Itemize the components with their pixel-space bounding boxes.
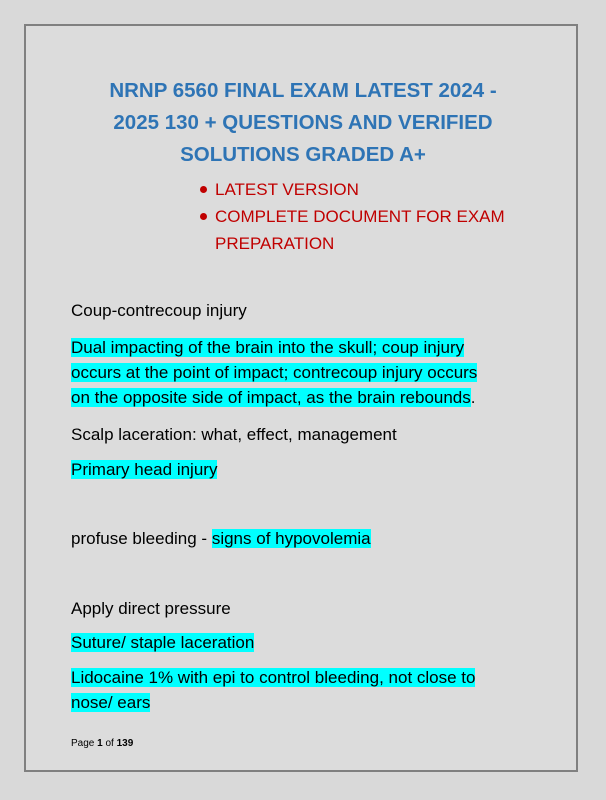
answer-period: . bbox=[470, 388, 476, 407]
of-word: of bbox=[102, 738, 117, 749]
bullet-text: LATEST VERSION bbox=[215, 180, 359, 199]
page-word: Page bbox=[71, 738, 98, 749]
title-line-3: SOLUTIONS GRADED A+ bbox=[180, 143, 426, 166]
bullet-item-complete-document bbox=[196, 203, 536, 257]
highlighted-text: Lidocaine 1% with epi to control bleeding, not close to bbox=[71, 668, 476, 687]
plain-text: profuse bleeding - bbox=[71, 529, 212, 548]
document-page bbox=[24, 24, 578, 772]
paragraph-suture bbox=[71, 630, 531, 655]
current-page: 1 bbox=[97, 738, 103, 749]
bullet-text: COMPLETE DOCUMENT FOR EXAM bbox=[215, 207, 505, 226]
answer-coup-contrecoup bbox=[71, 335, 531, 410]
highlighted-text: signs of hypovolemia bbox=[211, 529, 371, 548]
title-line-1: NRNP 6560 FINAL EXAM LATEST 2024 - bbox=[109, 79, 497, 102]
question-coup-contrecoup bbox=[71, 298, 531, 323]
bullet-list bbox=[196, 176, 536, 257]
highlighted-text: Dual impacting of the brain into the skull; coup injury bbox=[71, 338, 465, 357]
title-line-2: 2025 130 + QUESTIONS AND VERIFIED bbox=[113, 111, 493, 134]
bullet-item-latest-version bbox=[196, 176, 536, 203]
highlighted-text: occurs at the point of impact; contrecoup injury occurs bbox=[71, 363, 478, 382]
highlighted-text: Suture/ staple laceration bbox=[71, 633, 255, 652]
paragraph-lidocaine bbox=[71, 665, 531, 715]
highlighted-text: on the opposite side of impact, as the brain rebounds bbox=[71, 388, 471, 407]
plain-text: Apply direct pressure bbox=[71, 599, 231, 618]
page-number-footer bbox=[71, 738, 133, 749]
question-text: Scalp laceration: what, effect, management bbox=[71, 425, 397, 444]
highlighted-text: nose/ ears bbox=[71, 693, 151, 712]
total-pages: 139 bbox=[116, 738, 134, 749]
question-text: Coup-contrecoup injury bbox=[71, 301, 247, 320]
answer-primary-head-injury bbox=[71, 457, 531, 482]
question-scalp-laceration bbox=[71, 422, 531, 447]
highlighted-text: Primary head injury bbox=[71, 460, 218, 479]
paragraph-profuse-bleeding bbox=[71, 526, 531, 551]
paragraph-direct-pressure bbox=[71, 596, 531, 621]
bullet-text: PREPARATION bbox=[215, 234, 335, 253]
document-title bbox=[26, 75, 580, 171]
